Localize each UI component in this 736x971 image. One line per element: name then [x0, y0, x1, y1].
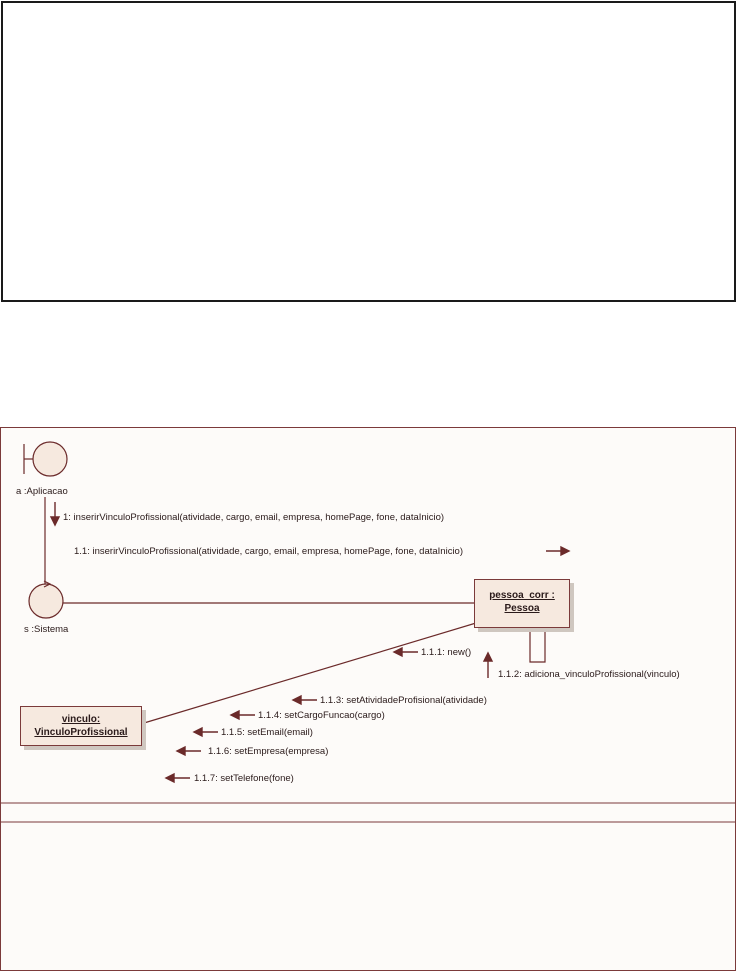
aplicacao-label: a :Aplicacao — [16, 486, 68, 497]
control-icon — [29, 581, 63, 618]
vinculo-name: vinculo: — [61, 714, 101, 725]
message-1-1-5: 1.1.5: setEmail(email) — [221, 727, 313, 738]
vinculo-class: VinculoProfissional — [34, 727, 128, 738]
link-pessoa-vinculo — [144, 620, 486, 723]
vinculo-object[interactable] — [20, 706, 142, 746]
boundary-icon — [24, 442, 67, 476]
message-1-1-4: 1.1.4: setCargoFuncao(cargo) — [258, 710, 385, 721]
sistema-label: s :Sistema — [24, 624, 69, 635]
message-1-1-1: 1.1.1: new() — [421, 647, 472, 658]
message-1-1-7: 1.1.7: setTelefone(fone) — [194, 773, 294, 784]
message-1-1-3: 1.1.3: setAtividadeProfisional(atividade) — [320, 695, 487, 706]
self-link-pessoa — [530, 627, 545, 662]
message-1-1-6: 1.1.6: setEmpresa(empresa) — [208, 746, 329, 757]
message-1: 1: inserirVinculoProfissional(atividade, cargo, email, empresa, homePage, fone, dataInicio) — [63, 512, 445, 523]
message-1-1-2: 1.1.2: adiciona_vinculoProfissional(vinculo) — [498, 669, 680, 680]
pessoa-object[interactable] — [474, 579, 570, 628]
pessoa-class: Pessoa — [504, 603, 540, 614]
message-1-1: 1.1: inserirVinculoProfissional(atividade, cargo, email, empresa, homePage, fone, dataInicio) — [74, 546, 464, 557]
pessoa-name: pessoa_corr : — [489, 590, 555, 601]
